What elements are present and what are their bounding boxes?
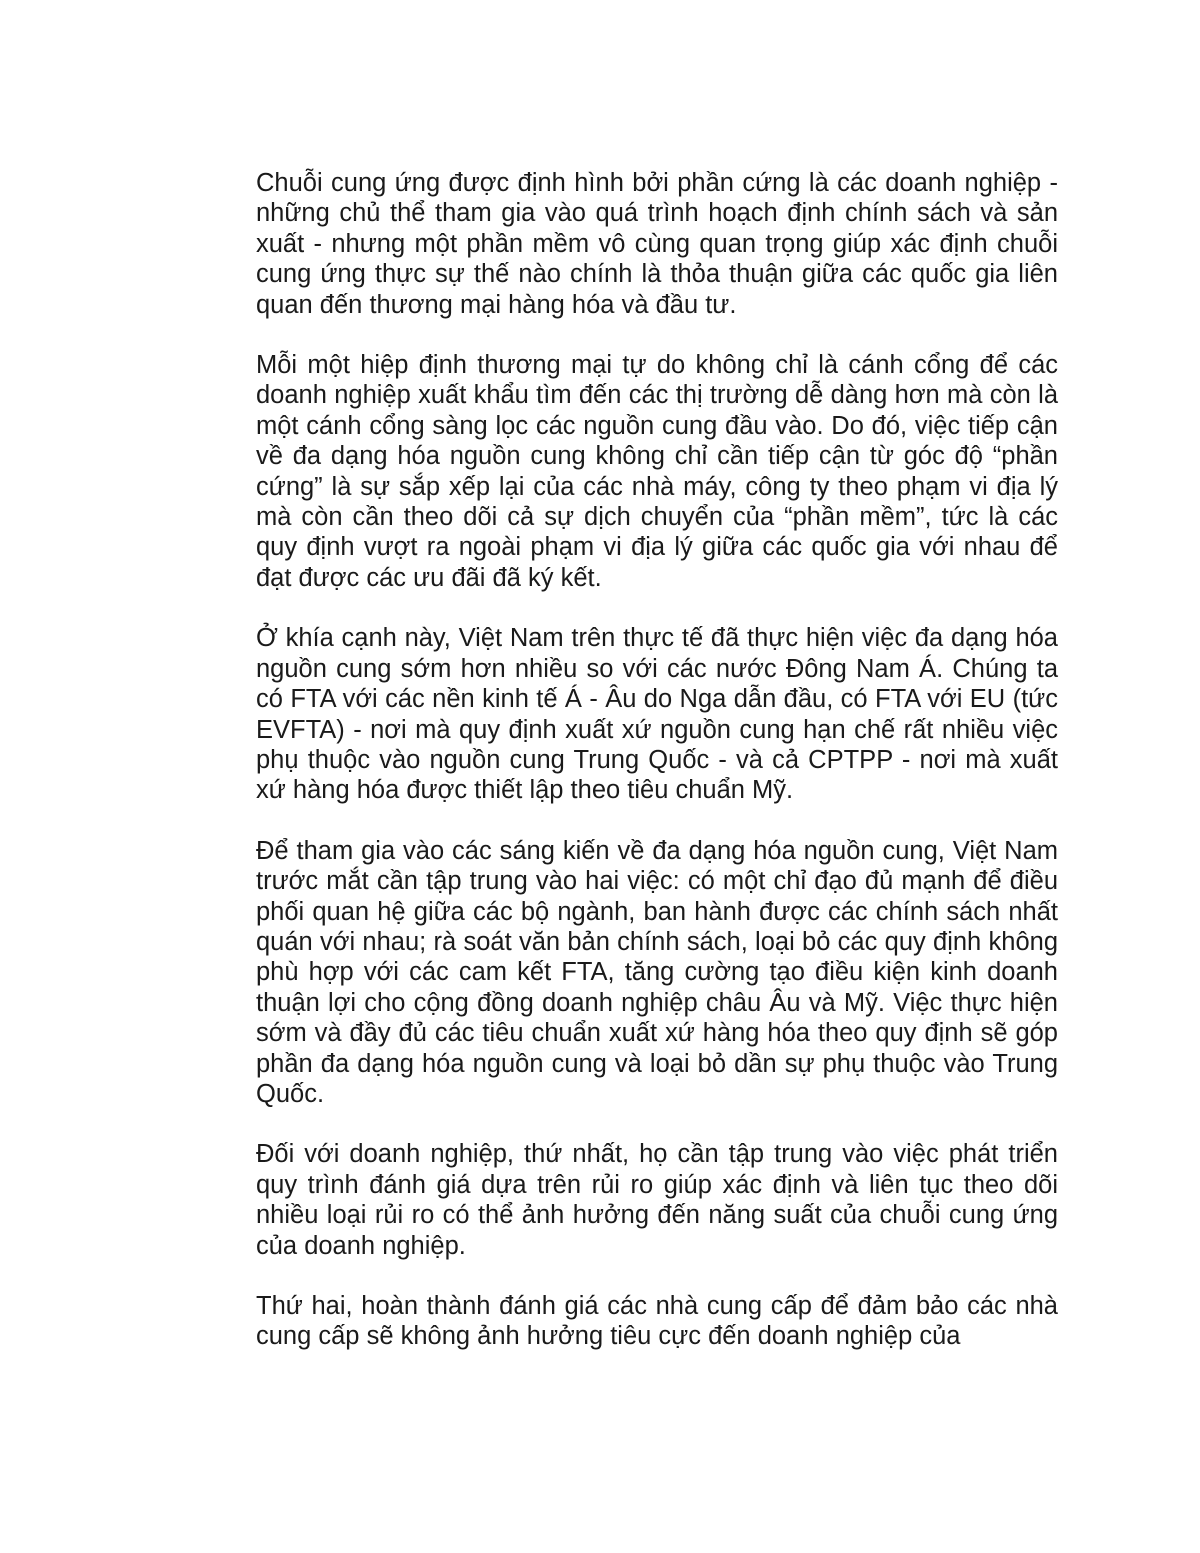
paragraph-vietnam-priorities: Để tham gia vào các sáng kiến về đa dạng hóa nguồn cung, Việt Nam trước mắt cần tập trung vào hai việc: có một chỉ đạo đủ mạnh để điều phối quan hệ giữa các bộ ngành, ban hành được các chính sách nhất quán với nhau; rà soát văn bản chính sách, loại bỏ các quy định không phù hợp với các cam kết FTA, tăng cường tạo điều kiện kinh doanh thuận lợi cho cộng đồng doanh nghiệp châu Âu và Mỹ. Việc thực hiện sớm và đầy đủ các tiêu chuẩn xuất xứ hàng hóa theo quy định sẽ góp phần đa dạng hóa nguồn cung và loại bỏ dần sự phụ thuộc vào Trung Quốc. [256, 836, 1058, 1108]
paragraph-fta-gateway: Mỗi một hiệp định thương mại tự do không chỉ là cánh cổng để các doanh nghiệp xuất khẩu tìm đến các thị trường dễ dàng hơn mà còn là một cánh cổng sàng lọc các nguồn cung đầu vào. Do đó, việc tiếp cận về đa dạng hóa nguồn cung không chỉ cần tiếp cận từ góc độ “phần cứng” là sự sắp xếp lại của các nhà máy, công ty theo phạm vi địa lý mà còn cần theo dõi cả sự dịch chuyển của “phần mềm”, tức là các quy định vượt ra ngoài phạm vi địa lý giữa các quốc gia với nhau để đạt được các ưu đãi đã ký kết. [256, 351, 1058, 592]
paragraph-business-first: Đối với doanh nghiệp, thứ nhất, họ cần tập trung vào việc phát triển quy trình đánh giá dựa trên rủi ro giúp xác định và liên tục theo dõi nhiều loại rủi ro có thể ảnh hưởng đến năng suất của chuỗi cung ứng của doanh nghiệp. [256, 1140, 1058, 1260]
paragraph-vietnam-diversification: Ở khía cạnh này, Việt Nam trên thực tế đã thực hiện việc đa dạng hóa nguồn cung sớm hơn nhiều so với các nước Đông Nam Á. Chúng ta có FTA với các nền kinh tế Á - Âu do Nga dẫn đầu, có FTA với EU (tức EVFTA) - nơi mà quy định xuất xứ nguồn cung hạn chế rất nhiều việc phụ thuộc vào nguồn cung Trung Quốc - và cả CPTPP - nơi mà xuất xứ hàng hóa được thiết lập theo tiêu chuẩn Mỹ. [256, 624, 1058, 805]
paragraph-supply-chain-intro: Chuỗi cung ứng được định hình bởi phần cứng là các doanh nghiệp - những chủ thể tham gia vào quá trình hoạch định chính sách và sản xuất - nhưng một phần mềm vô cùng quan trọng giúp xác định chuỗi cung ứng thực sự thế nào chính là thỏa thuận giữa các quốc gia liên quan đến thương mại hàng hóa và đầu tư. [256, 169, 1058, 319]
document-body [256, 168, 1058, 1352]
paragraph-business-second: Thứ hai, hoàn thành đánh giá các nhà cung cấp để đảm bảo các nhà cung cấp sẽ không ảnh hưởng tiêu cực đến doanh nghiệp của [256, 1292, 1058, 1351]
